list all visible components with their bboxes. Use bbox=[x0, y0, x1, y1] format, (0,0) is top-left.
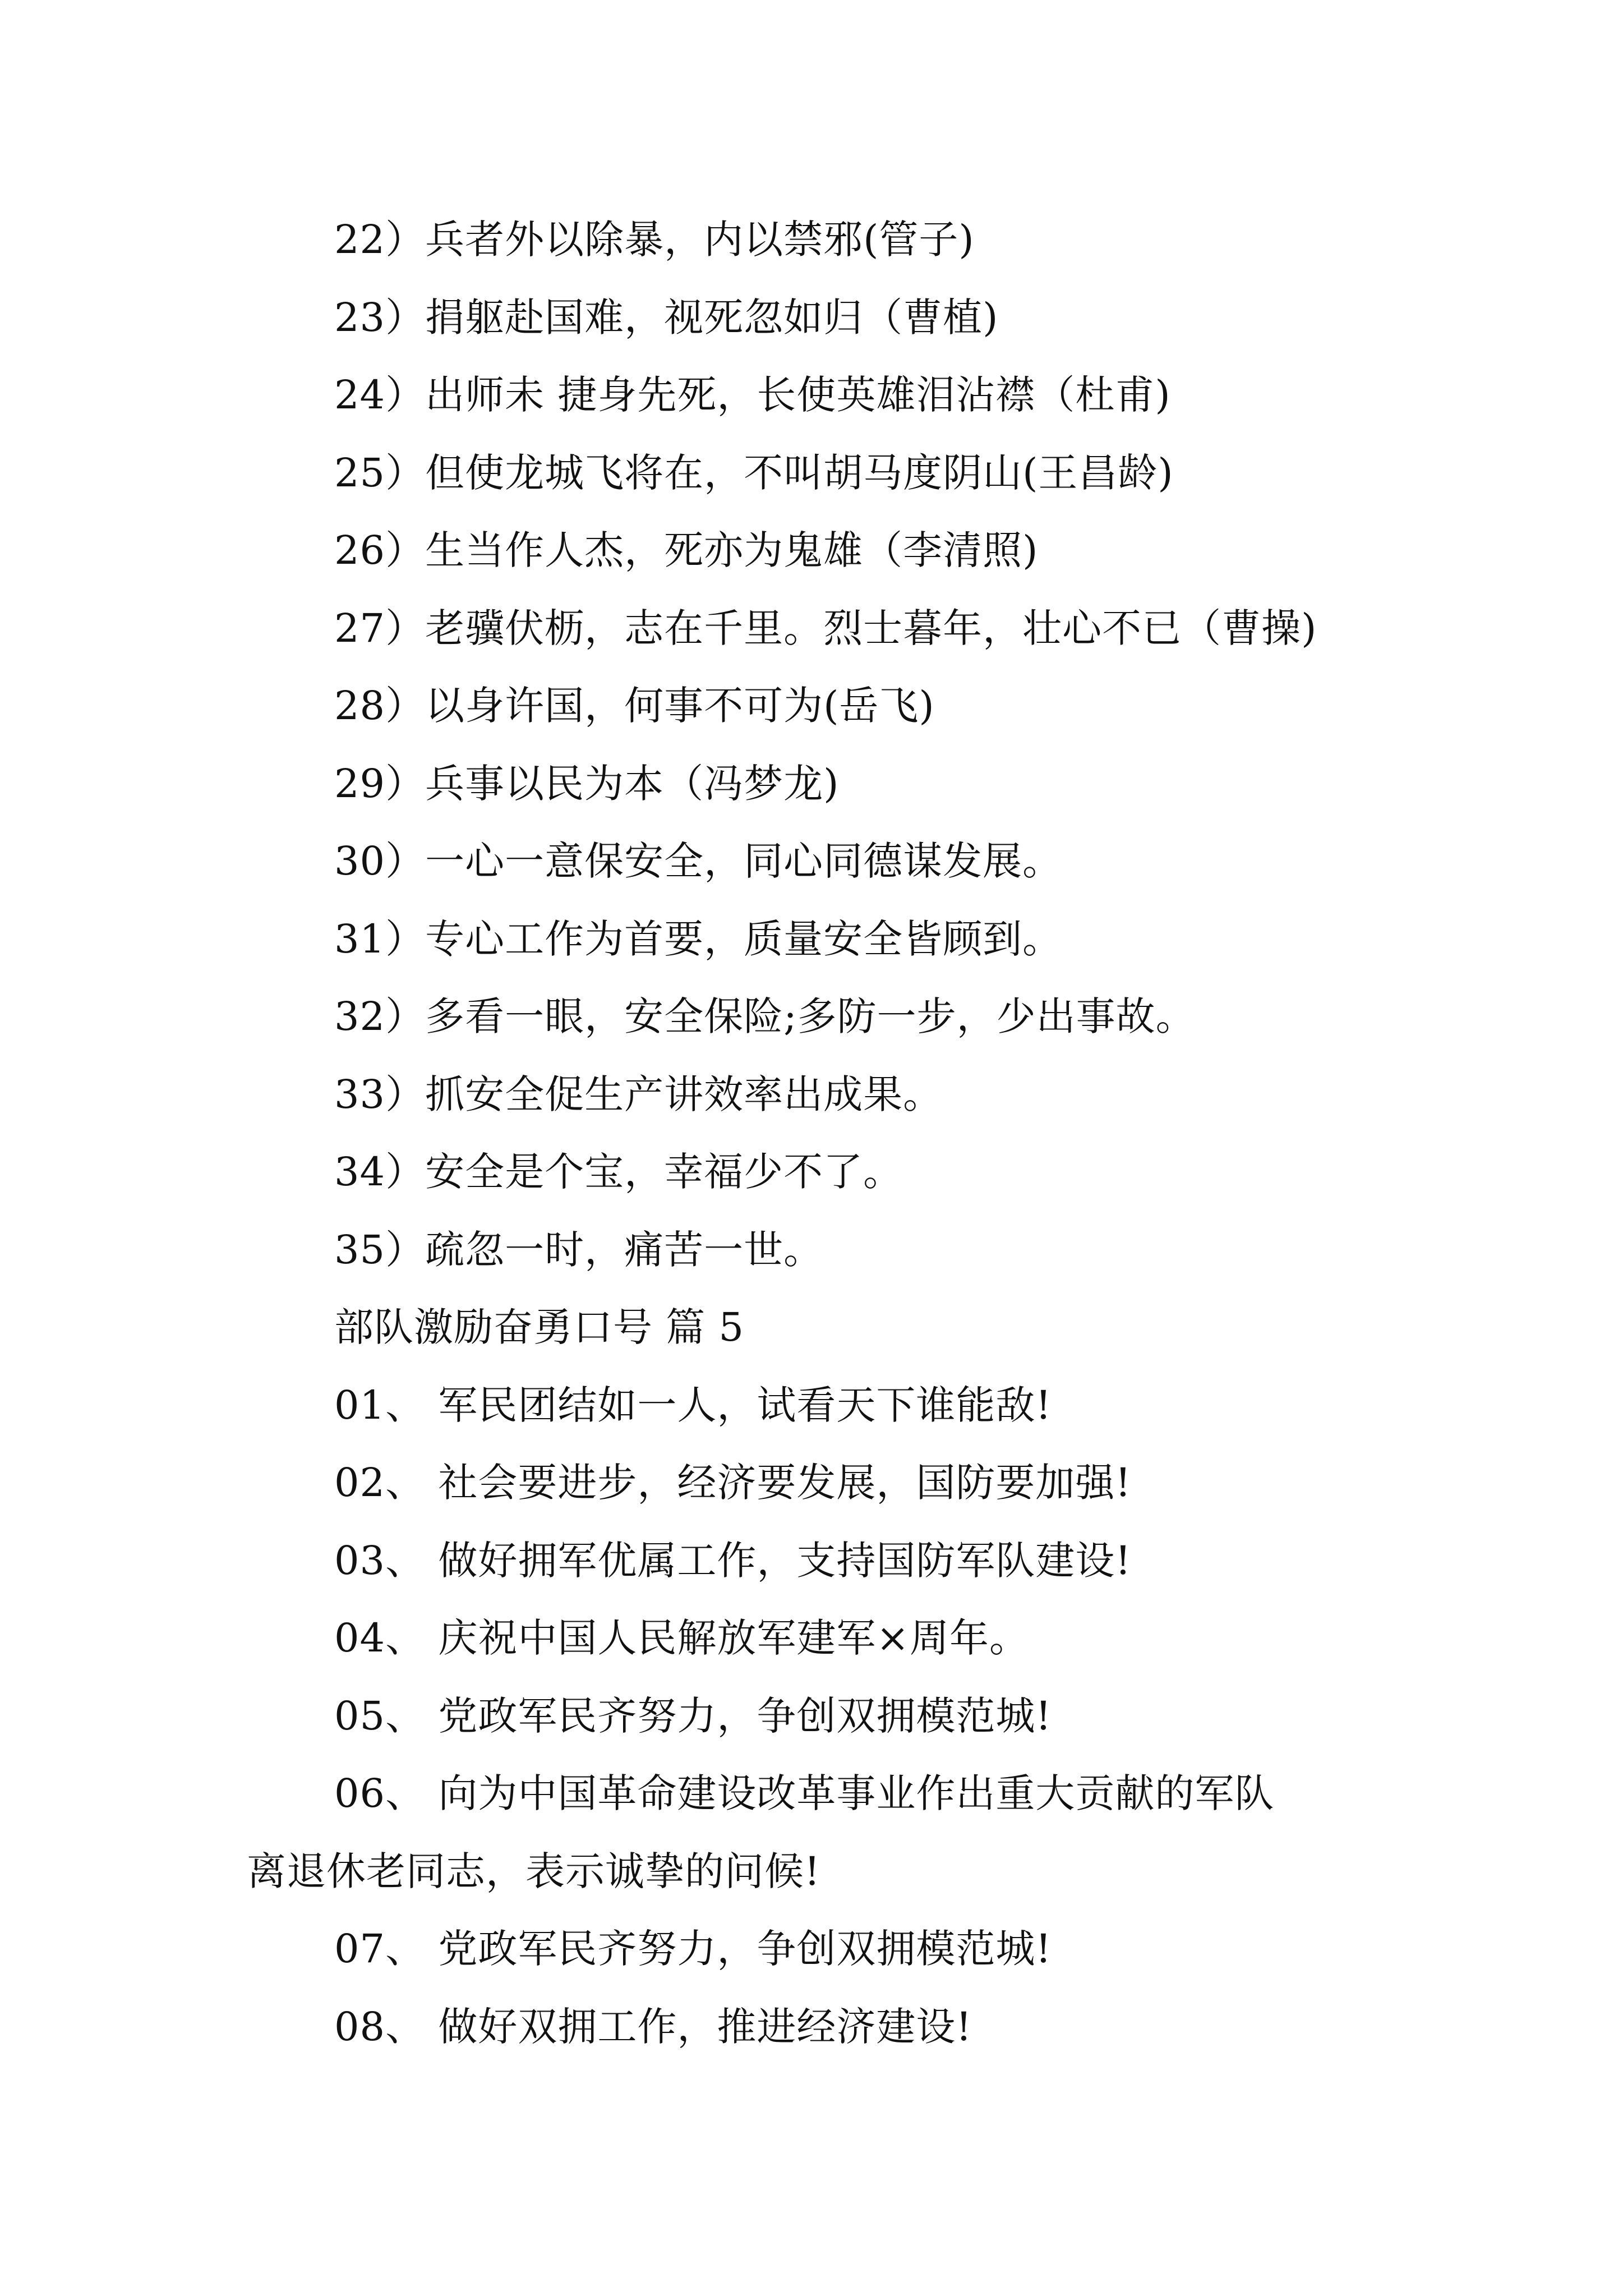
text-line-02: 02、 社会要进步，经济要发展，国防要加强! bbox=[334, 1460, 1132, 1506]
text-line-03: 03、 做好拥军优属工作，支持国防军队建设! bbox=[334, 1537, 1132, 1584]
text-line-06-continued: 离退休老同志，表示诚挚的问候! bbox=[247, 1848, 821, 1894]
text-line-32: 32）多看一眼，安全保险;多防一步，少出事故。 bbox=[334, 993, 1196, 1039]
text-line-08: 08、 做好双拥工作，推进经济建设! bbox=[334, 2003, 972, 2050]
text-line-05: 05、 党政军民齐努力，争创双拥模范城! bbox=[334, 1692, 1052, 1739]
text-line-07: 07、 党政军民齐努力，争创双拥模范城! bbox=[334, 1926, 1052, 1972]
text-line-23: 23）捐躯赴国难，视死忽如归（曹植) bbox=[334, 294, 999, 341]
text-line-33: 33）抓安全促生产讲效率出成果。 bbox=[334, 1071, 943, 1117]
text-line-31: 31）专心工作为首要，质量安全皆顾到。 bbox=[334, 915, 1063, 962]
text-line-30: 30）一心一意保安全，同心同德谋发展。 bbox=[334, 838, 1063, 884]
text-line-01: 01、 军民团结如一人，试看天下谁能敌! bbox=[334, 1382, 1052, 1428]
text-line-25: 25）但使龙城飞将在，不叫胡马度阴山(王昌龄) bbox=[334, 449, 1174, 496]
text-line-26: 26）生当作人杰，死亦为鬼雄（李清照) bbox=[334, 527, 1039, 573]
text-line-24: 24）出师未 捷身先死，长使英雄泪沾襟（杜甫) bbox=[334, 372, 1171, 418]
text-line-06: 06、 向为中国革命建设改革事业作出重大贡献的军队 bbox=[334, 1770, 1275, 1816]
document-body bbox=[247, 201, 1391, 2065]
text-line-28: 28）以身许国，何事不可为(岳飞) bbox=[334, 683, 935, 729]
text-line-34: 34）安全是个宝，幸福少不了。 bbox=[334, 1149, 903, 1195]
text-line-27: 27）老骥伏枥，志在千里。烈士暮年，壮心不已（曹操) bbox=[334, 605, 1317, 651]
text-line-22: 22）兵者外以除暴，内以禁邪(管子) bbox=[334, 217, 975, 263]
text-line-29: 29）兵事以民为本（冯梦龙) bbox=[334, 760, 840, 807]
text-line-35: 35）疏忽一时，痛苦一世。 bbox=[334, 1226, 824, 1273]
text-line-04: 04、 庆祝中国人民解放军建军×周年。 bbox=[334, 1615, 1029, 1661]
section-heading: 部队激励奋勇口号 篇 5 bbox=[334, 1304, 745, 1350]
